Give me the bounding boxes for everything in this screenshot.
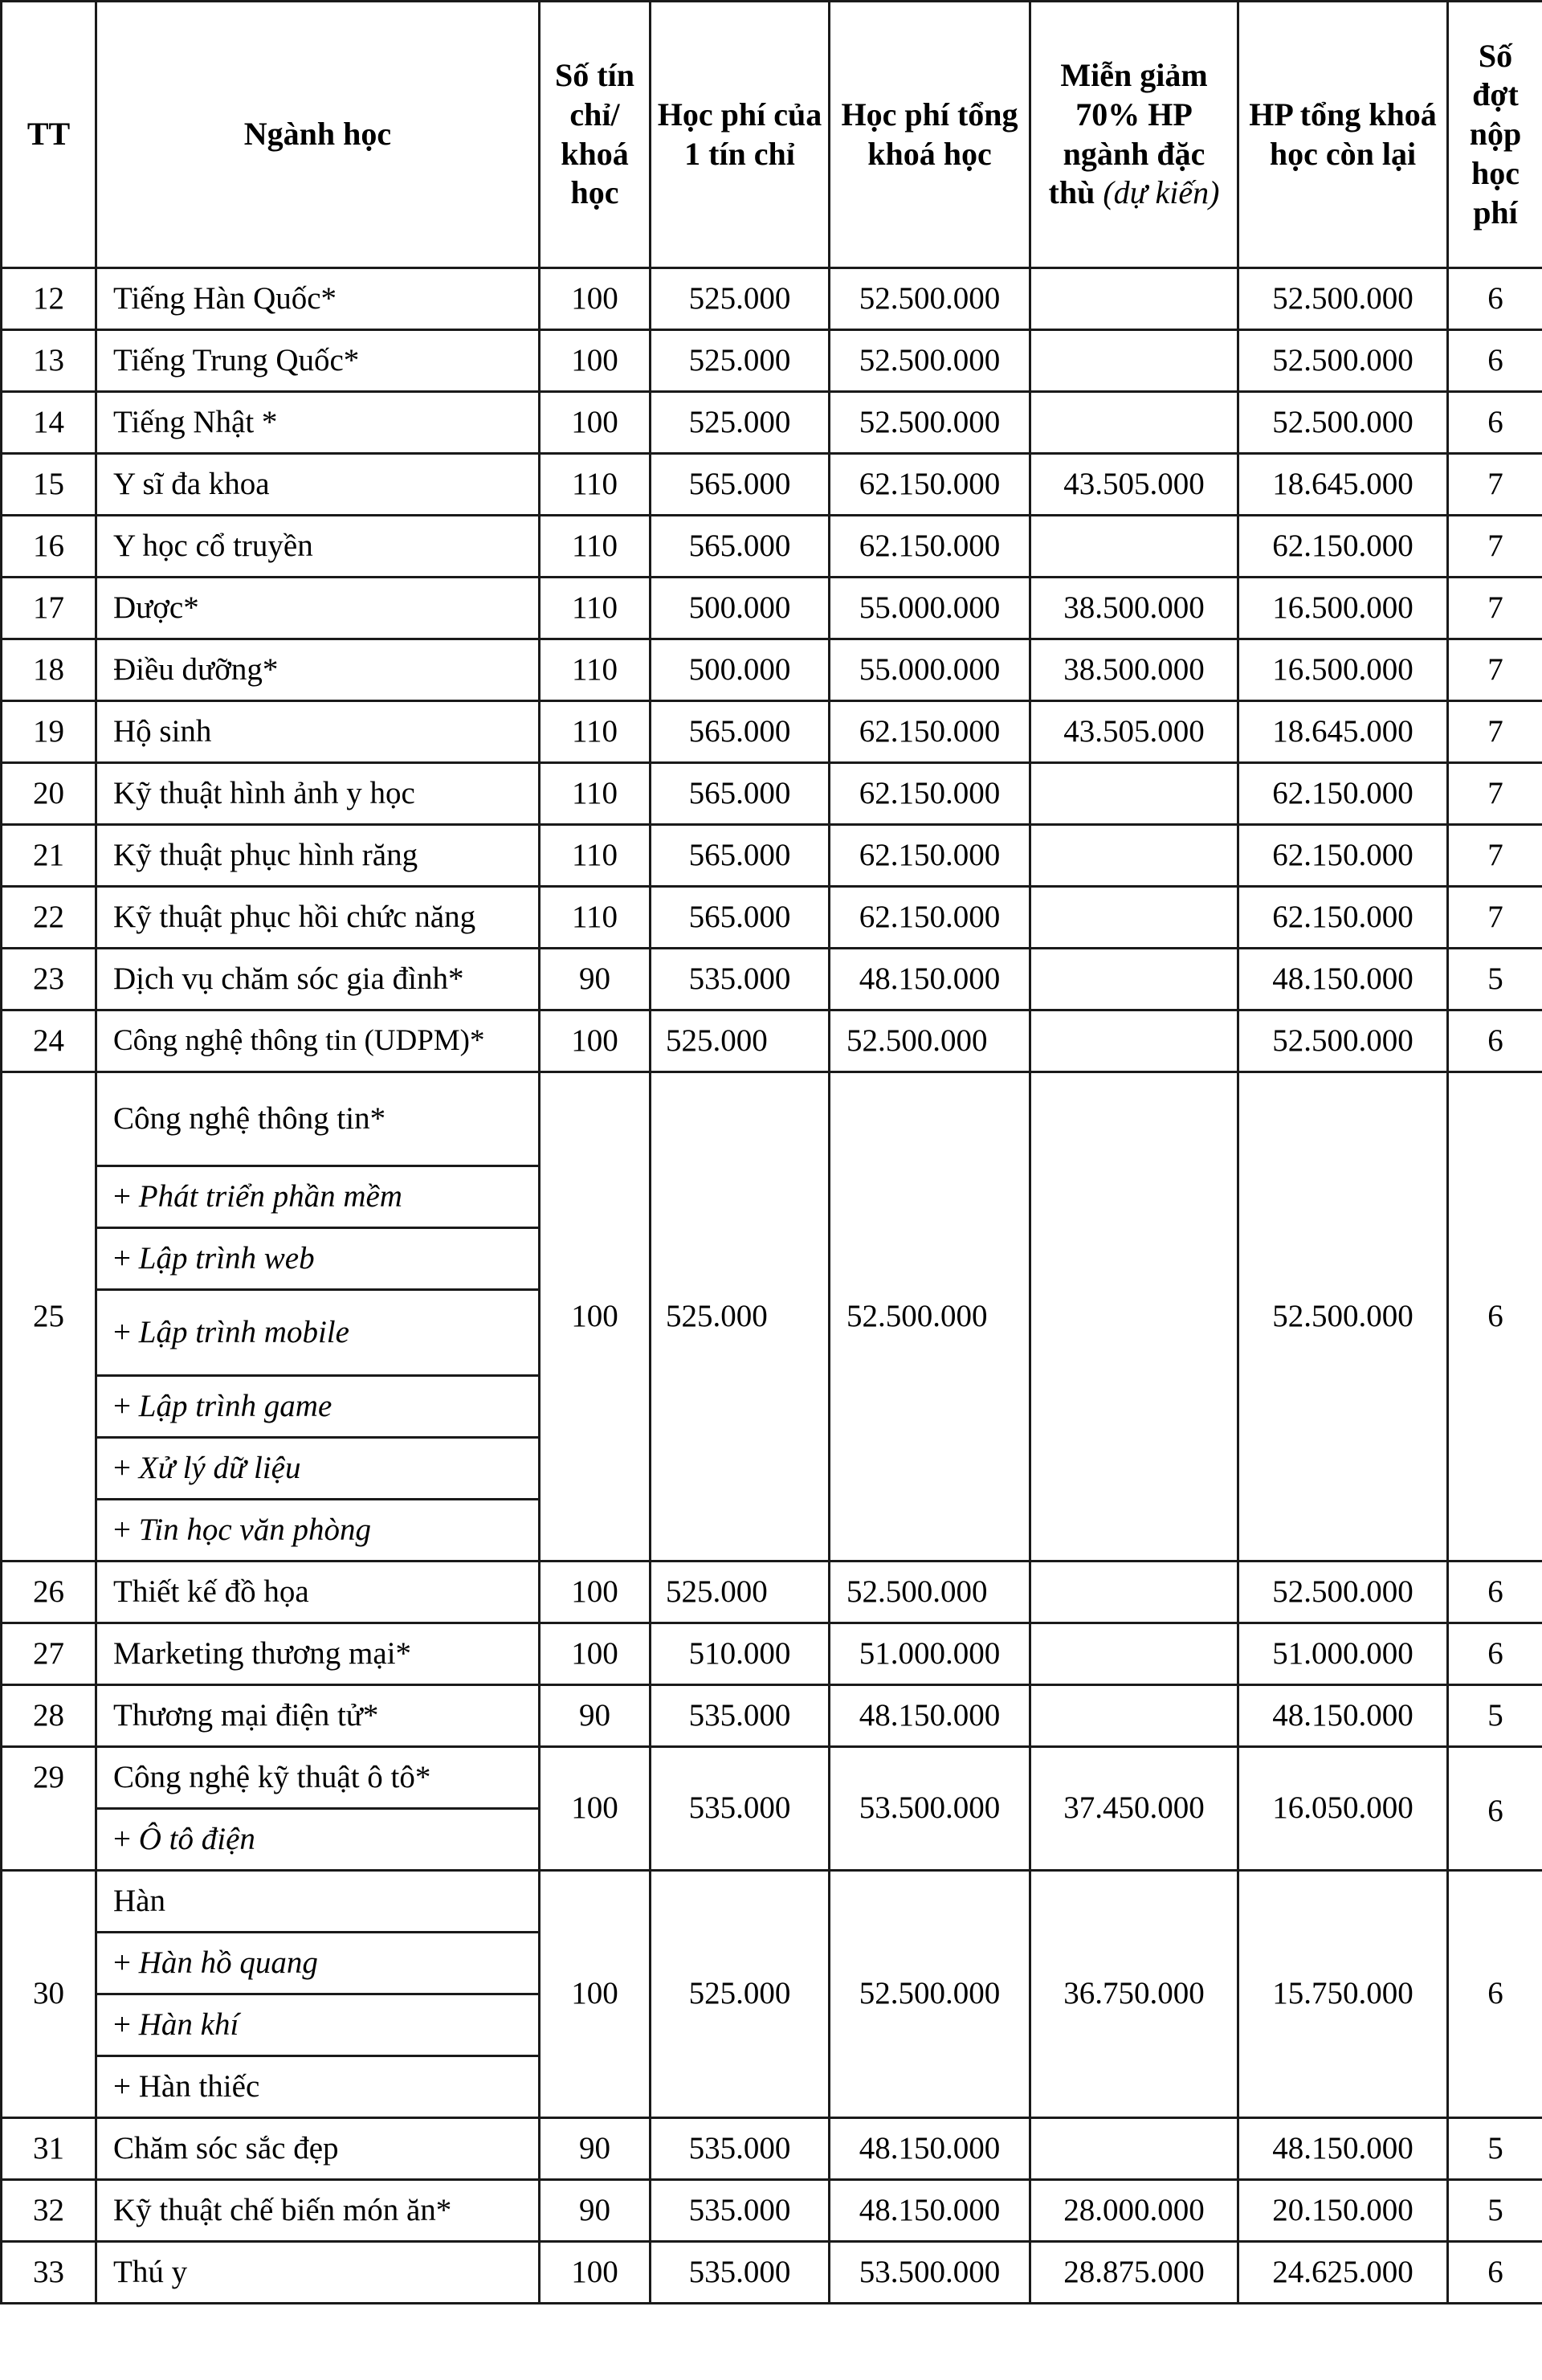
header-fee-per-credit: Học phí của 1 tín chỉ bbox=[651, 2, 830, 268]
cell-installments: 7 bbox=[1448, 639, 1542, 701]
table-row bbox=[2, 2118, 1542, 2180]
cell-remaining: 18.645.000 bbox=[1238, 701, 1448, 763]
cell-credits: 110 bbox=[540, 454, 651, 516]
sub-major-label: Hàn hồ quang bbox=[138, 1945, 318, 1980]
cell-total-fee: 62.150.000 bbox=[830, 763, 1030, 825]
cell-total-fee: 48.150.000 bbox=[830, 2118, 1030, 2180]
cell-remaining: 62.150.000 bbox=[1238, 516, 1448, 578]
plus-prefix: + bbox=[113, 1512, 131, 1547]
cell-fee-per-credit: 535.000 bbox=[651, 2180, 830, 2242]
cell-fee-per-credit: 500.000 bbox=[651, 578, 830, 639]
table-row bbox=[2, 701, 1542, 763]
cell-tt: 31 bbox=[2, 2118, 96, 2180]
cell-credits: 110 bbox=[540, 639, 651, 701]
cell-total-fee: 52.500.000 bbox=[830, 1561, 1030, 1623]
cell-remaining: 16.050.000 bbox=[1238, 1747, 1448, 1871]
cell-fee-per-credit: 510.000 bbox=[651, 1623, 830, 1685]
group-25 bbox=[2, 1072, 1542, 1561]
cell-fee-per-credit: 565.000 bbox=[651, 516, 830, 578]
cell-total-fee: 48.150.000 bbox=[830, 2180, 1030, 2242]
cell-tt: 17 bbox=[2, 578, 96, 639]
table-row bbox=[2, 1072, 1542, 1166]
cell-installments: 7 bbox=[1448, 825, 1542, 887]
cell-tt: 19 bbox=[2, 701, 96, 763]
cell-installments: 7 bbox=[1448, 887, 1542, 949]
cell-fee-per-credit: 525.000 bbox=[651, 330, 830, 392]
cell-credits: 100 bbox=[540, 1623, 651, 1685]
cell-discount bbox=[1030, 1072, 1238, 1561]
cell-sub-major bbox=[96, 1500, 540, 1561]
group-30 bbox=[2, 1871, 1542, 2118]
cell-discount: 43.505.000 bbox=[1030, 454, 1238, 516]
cell-remaining: 52.500.000 bbox=[1238, 330, 1448, 392]
cell-installments: 7 bbox=[1448, 578, 1542, 639]
cell-installments: 5 bbox=[1448, 2180, 1542, 2242]
cell-total-fee: 62.150.000 bbox=[830, 825, 1030, 887]
cell-credits: 100 bbox=[540, 1747, 651, 1871]
cell-total-fee: 55.000.000 bbox=[830, 578, 1030, 639]
cell-major: Công nghệ kỹ thuật ô tô* bbox=[96, 1747, 540, 1809]
cell-fee-per-credit: 525.000 bbox=[651, 1010, 830, 1072]
cell-sub-major bbox=[96, 1809, 540, 1871]
cell-total-fee: 52.500.000 bbox=[830, 1010, 1030, 1072]
table-row bbox=[2, 825, 1542, 887]
cell-sub-major bbox=[96, 1376, 540, 1438]
cell-major: Dược* bbox=[96, 578, 540, 639]
cell-total-fee: 48.150.000 bbox=[830, 949, 1030, 1010]
cell-sub-major bbox=[96, 1438, 540, 1500]
cell-installments: 6 bbox=[1448, 268, 1542, 330]
cell-fee-per-credit: 565.000 bbox=[651, 763, 830, 825]
cell-remaining: 52.500.000 bbox=[1238, 1561, 1448, 1623]
cell-tt: 28 bbox=[2, 1685, 96, 1747]
cell-major: Thiết kế đồ họa bbox=[96, 1561, 540, 1623]
cell-installments: 5 bbox=[1448, 1685, 1542, 1747]
cell-credits: 90 bbox=[540, 1685, 651, 1747]
cell-installments: 6 bbox=[1448, 2242, 1542, 2304]
group-29 bbox=[2, 1747, 1542, 1871]
cell-total-fee: 51.000.000 bbox=[830, 1623, 1030, 1685]
table-row bbox=[2, 1623, 1542, 1685]
cell-installments: 5 bbox=[1448, 949, 1542, 1010]
plus-prefix: + bbox=[113, 1450, 131, 1485]
cell-sub-major bbox=[96, 1228, 540, 1290]
sub-major-label: Xử lý dữ liệu bbox=[138, 1450, 301, 1485]
table-row bbox=[2, 2180, 1542, 2242]
cell-credits: 110 bbox=[540, 516, 651, 578]
cell-credits: 110 bbox=[540, 887, 651, 949]
cell-discount bbox=[1030, 516, 1238, 578]
plus-prefix: + bbox=[113, 1240, 131, 1276]
cell-major: Điều dưỡng* bbox=[96, 639, 540, 701]
table-body-part2 bbox=[2, 1561, 1542, 1747]
cell-fee-per-credit: 500.000 bbox=[651, 639, 830, 701]
cell-major: Marketing thương mại* bbox=[96, 1623, 540, 1685]
table-row bbox=[2, 1010, 1542, 1072]
cell-major: Kỹ thuật chế biến món ăn* bbox=[96, 2180, 540, 2242]
cell-credits: 100 bbox=[540, 1871, 651, 2118]
cell-remaining: 52.500.000 bbox=[1238, 268, 1448, 330]
table-row bbox=[2, 1561, 1542, 1623]
cell-credits: 110 bbox=[540, 701, 651, 763]
cell-tt: 14 bbox=[2, 392, 96, 454]
cell-tt: 27 bbox=[2, 1623, 96, 1685]
cell-credits: 100 bbox=[540, 1561, 651, 1623]
sub-major-label: Lập trình web bbox=[138, 1240, 315, 1276]
cell-installments: 7 bbox=[1448, 763, 1542, 825]
cell-tt: 24 bbox=[2, 1010, 96, 1072]
cell-credits: 100 bbox=[540, 1010, 651, 1072]
plus-prefix: + bbox=[113, 1388, 131, 1423]
cell-sub-major bbox=[96, 1166, 540, 1228]
cell-sub-major bbox=[96, 1290, 540, 1376]
cell-major: Dịch vụ chăm sóc gia đình* bbox=[96, 949, 540, 1010]
cell-discount bbox=[1030, 268, 1238, 330]
cell-remaining: 18.645.000 bbox=[1238, 454, 1448, 516]
cell-total-fee: 62.150.000 bbox=[830, 516, 1030, 578]
cell-discount: 37.450.000 bbox=[1030, 1747, 1238, 1871]
cell-major: Y sĩ đa khoa bbox=[96, 454, 540, 516]
cell-remaining: 48.150.000 bbox=[1238, 949, 1448, 1010]
table-row bbox=[2, 516, 1542, 578]
header-major: Ngành học bbox=[96, 2, 540, 268]
cell-installments: 7 bbox=[1448, 516, 1542, 578]
cell-fee-per-credit: 535.000 bbox=[651, 2242, 830, 2304]
cell-discount bbox=[1030, 2118, 1238, 2180]
cell-fee-per-credit: 565.000 bbox=[651, 825, 830, 887]
cell-tt: 25 bbox=[2, 1072, 96, 1561]
cell-fee-per-credit: 525.000 bbox=[651, 1072, 830, 1561]
cell-major: Kỹ thuật phục hình răng bbox=[96, 825, 540, 887]
cell-discount bbox=[1030, 392, 1238, 454]
cell-remaining: 52.500.000 bbox=[1238, 1072, 1448, 1561]
cell-major: Thú y bbox=[96, 2242, 540, 2304]
cell-fee-per-credit: 535.000 bbox=[651, 949, 830, 1010]
cell-remaining: 48.150.000 bbox=[1238, 2118, 1448, 2180]
table-row bbox=[2, 949, 1542, 1010]
cell-tt: 26 bbox=[2, 1561, 96, 1623]
header-installments: Số đợt nộp học phí bbox=[1448, 2, 1542, 268]
cell-discount: 38.500.000 bbox=[1030, 578, 1238, 639]
cell-fee-per-credit: 535.000 bbox=[651, 2118, 830, 2180]
cell-major: Công nghệ thông tin (UDPM)* bbox=[96, 1010, 540, 1072]
header-tt: TT bbox=[2, 2, 96, 268]
cell-credits: 100 bbox=[540, 330, 651, 392]
cell-total-fee: 62.150.000 bbox=[830, 454, 1030, 516]
cell-credits: 100 bbox=[540, 1072, 651, 1561]
cell-fee-per-credit: 525.000 bbox=[651, 268, 830, 330]
cell-discount: 28.000.000 bbox=[1030, 2180, 1238, 2242]
cell-fee-per-credit: 525.000 bbox=[651, 1871, 830, 2118]
cell-credits: 100 bbox=[540, 2242, 651, 2304]
cell-discount bbox=[1030, 887, 1238, 949]
cell-credits: 110 bbox=[540, 825, 651, 887]
plus-prefix: + bbox=[113, 1821, 131, 1856]
header-discount bbox=[1030, 2, 1238, 268]
cell-tt: 13 bbox=[2, 330, 96, 392]
cell-tt: 30 bbox=[2, 1871, 96, 2118]
cell-discount bbox=[1030, 949, 1238, 1010]
cell-sub-major: + Hàn thiếc bbox=[96, 2056, 540, 2118]
header-remaining: HP tổng khoá học còn lại bbox=[1238, 2, 1448, 268]
cell-major: Thương mại điện tử* bbox=[96, 1685, 540, 1747]
cell-total-fee: 53.500.000 bbox=[830, 1747, 1030, 1871]
cell-major: Hàn bbox=[96, 1871, 540, 1933]
header-discount-main: Miễn giảm 70% HP ngành đặc thù bbox=[1048, 56, 1208, 211]
cell-tt: 18 bbox=[2, 639, 96, 701]
cell-total-fee: 62.150.000 bbox=[830, 701, 1030, 763]
cell-major: Y học cổ truyền bbox=[96, 516, 540, 578]
cell-remaining: 52.500.000 bbox=[1238, 1010, 1448, 1072]
cell-remaining: 62.150.000 bbox=[1238, 763, 1448, 825]
cell-remaining: 24.625.000 bbox=[1238, 2242, 1448, 2304]
cell-discount bbox=[1030, 1561, 1238, 1623]
cell-tt: 23 bbox=[2, 949, 96, 1010]
cell-discount bbox=[1030, 1010, 1238, 1072]
cell-credits: 100 bbox=[540, 268, 651, 330]
cell-major: Tiếng Nhật * bbox=[96, 392, 540, 454]
cell-major: Tiếng Hàn Quốc* bbox=[96, 268, 540, 330]
cell-discount: 28.875.000 bbox=[1030, 2242, 1238, 2304]
cell-tt: 33 bbox=[2, 2242, 96, 2304]
cell-installments: 7 bbox=[1448, 454, 1542, 516]
cell-total-fee: 48.150.000 bbox=[830, 1685, 1030, 1747]
cell-discount bbox=[1030, 330, 1238, 392]
table-body-part3 bbox=[2, 2118, 1542, 2304]
table-body-part1 bbox=[2, 268, 1542, 1072]
cell-tt: 12 bbox=[2, 268, 96, 330]
table-row bbox=[2, 578, 1542, 639]
cell-tt: 16 bbox=[2, 516, 96, 578]
table-row bbox=[2, 887, 1542, 949]
cell-sub-major bbox=[96, 1994, 540, 2056]
cell-tt: 15 bbox=[2, 454, 96, 516]
cell-installments: 6 bbox=[1448, 1747, 1542, 1871]
cell-credits: 90 bbox=[540, 2180, 651, 2242]
sub-major-label: Lập trình mobile bbox=[138, 1314, 349, 1349]
cell-remaining: 15.750.000 bbox=[1238, 1871, 1448, 2118]
cell-total-fee: 53.500.000 bbox=[830, 2242, 1030, 2304]
plus-prefix: + bbox=[113, 1314, 131, 1349]
cell-installments: 6 bbox=[1448, 392, 1542, 454]
cell-credits: 90 bbox=[540, 949, 651, 1010]
cell-installments: 7 bbox=[1448, 701, 1542, 763]
cell-major: Kỹ thuật hình ảnh y học bbox=[96, 763, 540, 825]
cell-installments: 6 bbox=[1448, 1072, 1542, 1561]
header-credits: Số tín chỉ/ khoá học bbox=[540, 2, 651, 268]
cell-major: Hộ sinh bbox=[96, 701, 540, 763]
table-row bbox=[2, 1747, 1542, 1809]
cell-total-fee: 52.500.000 bbox=[830, 268, 1030, 330]
sub-major-label: Tin học văn phòng bbox=[138, 1512, 371, 1547]
plus-prefix: + bbox=[113, 1945, 131, 1980]
cell-discount: 43.505.000 bbox=[1030, 701, 1238, 763]
plus-prefix: + bbox=[113, 2006, 131, 2042]
cell-total-fee: 52.500.000 bbox=[830, 392, 1030, 454]
table-row bbox=[2, 1685, 1542, 1747]
sub-major-label: Lập trình game bbox=[138, 1388, 332, 1423]
cell-remaining: 16.500.000 bbox=[1238, 639, 1448, 701]
table-row bbox=[2, 268, 1542, 330]
cell-fee-per-credit: 565.000 bbox=[651, 454, 830, 516]
cell-installments: 6 bbox=[1448, 1010, 1542, 1072]
cell-sub-major bbox=[96, 1933, 540, 1994]
cell-fee-per-credit: 535.000 bbox=[651, 1747, 830, 1871]
cell-tt: 32 bbox=[2, 2180, 96, 2242]
cell-credits: 110 bbox=[540, 578, 651, 639]
table-row bbox=[2, 454, 1542, 516]
cell-tt: 20 bbox=[2, 763, 96, 825]
cell-total-fee: 62.150.000 bbox=[830, 887, 1030, 949]
cell-discount bbox=[1030, 1685, 1238, 1747]
cell-total-fee: 52.500.000 bbox=[830, 330, 1030, 392]
header-total-fee: Học phí tổng khoá học bbox=[830, 2, 1030, 268]
table-row bbox=[2, 1871, 1542, 1933]
cell-remaining: 62.150.000 bbox=[1238, 887, 1448, 949]
cell-fee-per-credit: 565.000 bbox=[651, 887, 830, 949]
cell-total-fee: 55.000.000 bbox=[830, 639, 1030, 701]
cell-remaining: 20.150.000 bbox=[1238, 2180, 1448, 2242]
cell-remaining: 48.150.000 bbox=[1238, 1685, 1448, 1747]
cell-major: Công nghệ thông tin* bbox=[96, 1072, 540, 1166]
cell-installments: 6 bbox=[1448, 330, 1542, 392]
cell-fee-per-credit: 565.000 bbox=[651, 701, 830, 763]
cell-tt: 29 bbox=[2, 1747, 96, 1871]
table-row bbox=[2, 330, 1542, 392]
cell-credits: 90 bbox=[540, 2118, 651, 2180]
cell-credits: 100 bbox=[540, 392, 651, 454]
cell-remaining: 51.000.000 bbox=[1238, 1623, 1448, 1685]
cell-credits: 110 bbox=[540, 763, 651, 825]
cell-discount bbox=[1030, 1623, 1238, 1685]
table-row bbox=[2, 763, 1542, 825]
table-row bbox=[2, 639, 1542, 701]
cell-discount bbox=[1030, 825, 1238, 887]
cell-discount: 36.750.000 bbox=[1030, 1871, 1238, 2118]
table-row bbox=[2, 2242, 1542, 2304]
cell-discount: 38.500.000 bbox=[1030, 639, 1238, 701]
cell-major: Chăm sóc sắc đẹp bbox=[96, 2118, 540, 2180]
cell-fee-per-credit: 525.000 bbox=[651, 392, 830, 454]
cell-total-fee: 52.500.000 bbox=[830, 1871, 1030, 2118]
cell-tt: 21 bbox=[2, 825, 96, 887]
cell-installments: 6 bbox=[1448, 1871, 1542, 2118]
cell-fee-per-credit: 535.000 bbox=[651, 1685, 830, 1747]
table-row bbox=[2, 392, 1542, 454]
cell-remaining: 52.500.000 bbox=[1238, 392, 1448, 454]
header-discount-note: (dự kiến) bbox=[1103, 174, 1220, 211]
cell-major: Kỹ thuật phục hồi chức năng bbox=[96, 887, 540, 949]
plus-prefix: + bbox=[113, 1178, 131, 1214]
cell-remaining: 16.500.000 bbox=[1238, 578, 1448, 639]
cell-installments: 6 bbox=[1448, 1623, 1542, 1685]
cell-fee-per-credit: 525.000 bbox=[651, 1561, 830, 1623]
cell-installments: 5 bbox=[1448, 2118, 1542, 2180]
cell-discount bbox=[1030, 763, 1238, 825]
sub-major-label: Phát triển phần mềm bbox=[138, 1178, 402, 1214]
header-row bbox=[2, 2, 1542, 268]
sub-major-label: Ô tô điện bbox=[138, 1821, 255, 1856]
cell-major: Tiếng Trung Quốc* bbox=[96, 330, 540, 392]
cell-installments: 6 bbox=[1448, 1561, 1542, 1623]
cell-tt: 22 bbox=[2, 887, 96, 949]
sub-major-label: Hàn khí bbox=[138, 2006, 239, 2042]
cell-remaining: 62.150.000 bbox=[1238, 825, 1448, 887]
cell-total-fee: 52.500.000 bbox=[830, 1072, 1030, 1561]
